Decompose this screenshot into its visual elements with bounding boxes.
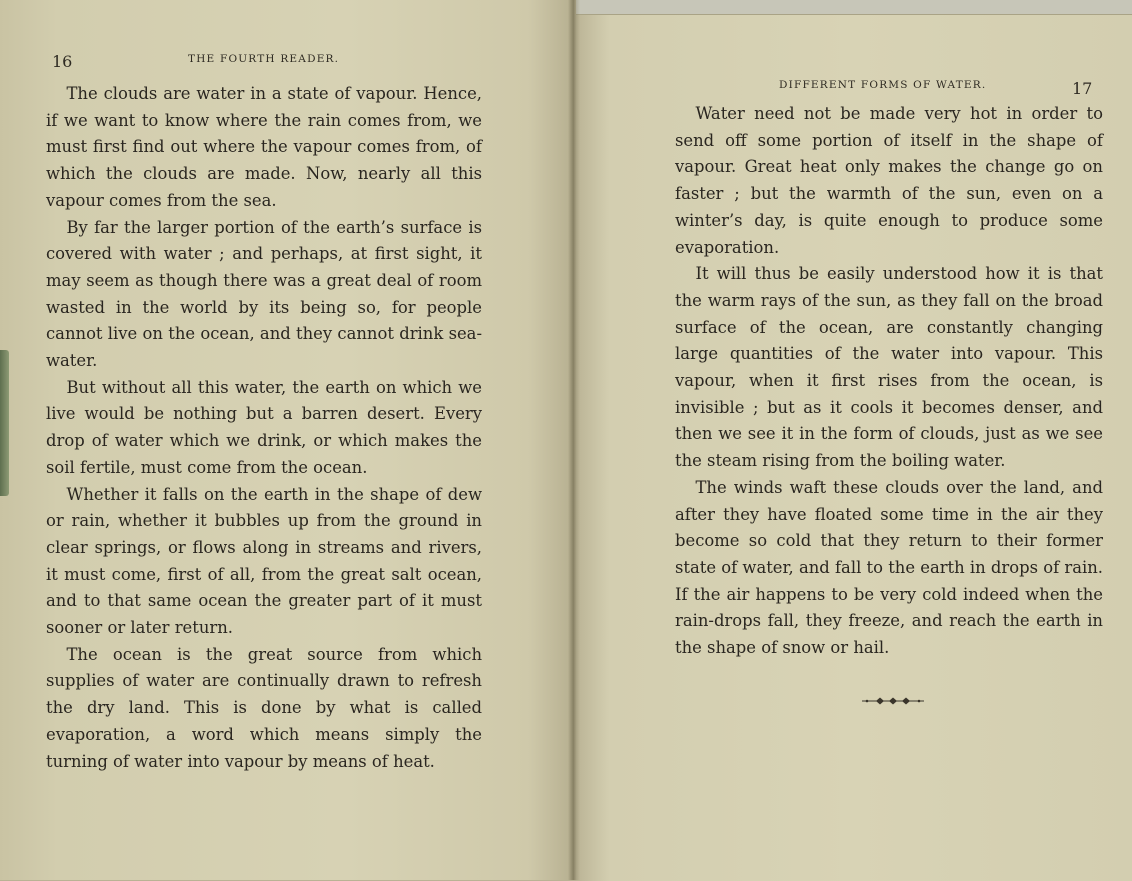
paragraph: Water need not be made very hot in order to send off some portion of itself in the shape of vapour. Great heat only makes the change go on faster ; but the warmth of the sun, even on a winter’s day, is quite enough to produce some evaporation.	[675, 104, 1103, 257]
book-gutter	[568, 0, 580, 880]
page-edge-tab	[0, 350, 9, 496]
paragraph: By far the larger portion of the earth’s surface is covered with water ; and perhaps, at first sight, it may seem as though there was a great deal of room wasted in the world by its being so, for people cannot live on the ocean, and they cannot drink sea-water.	[46, 217, 482, 371]
left-running-head: THE FOURTH READER.	[188, 53, 340, 65]
paragraph: The clouds are water in a state of vapour. Hence, if we want to know where the rain comes from, we must first find out where the vapour comes from, of which the clouds are made. Now, nearly all this vapour comes from the sea.	[46, 84, 482, 210]
paragraph: Whether it falls on the earth in the shape of dew or rain, whether it bubbles up from the ground in clear springs, or flows along in streams and rivers, it must come, first of all, from the great salt ocean, and to that same ocean the greater part of it must sooner or later return.	[46, 484, 482, 638]
paragraph: It will thus be easily understood how it is that the warm rays of the sun, as they fall on the broad surface of the ocean, are constantly changing large quantities of the water into vapour. This vapour, when it first rises from the ocean, is invisible ; but as it cools it becomes denser, and then we see it in the form of clouds, just as we see the steam rising from the boiling water.	[675, 264, 1103, 471]
right-page-number: 17	[1072, 79, 1093, 98]
right-page-text	[675, 101, 1103, 662]
paragraph: The winds waft these clouds over the land, and after they have floated some time in the air they become so cold that they return to their former state of water, and fall to the earth in drops of rain. If the air happens to be very cold indeed when the rain-drops fall, they freeze, and reach the earth in the shape of snow or hail.	[675, 477, 1103, 658]
ornament-divider-icon	[858, 695, 928, 707]
paragraph: But without all this water, the earth on which we live would be nothing but a barren desert. Every drop of water which we drink, or which makes the soil fertile, must come from the ocean.	[46, 377, 482, 477]
right-running-head: DIFFERENT FORMS OF WATER.	[779, 79, 987, 91]
paragraph: The ocean is the great source from which supplies of water are continually drawn to refresh the dry land. This is done by what is called evaporation, a word which means simply the turning of water into vapour by means of heat.	[46, 644, 482, 771]
left-page-text	[46, 81, 482, 775]
background-strip	[576, 0, 1132, 14]
left-page-number: 16	[52, 52, 73, 71]
